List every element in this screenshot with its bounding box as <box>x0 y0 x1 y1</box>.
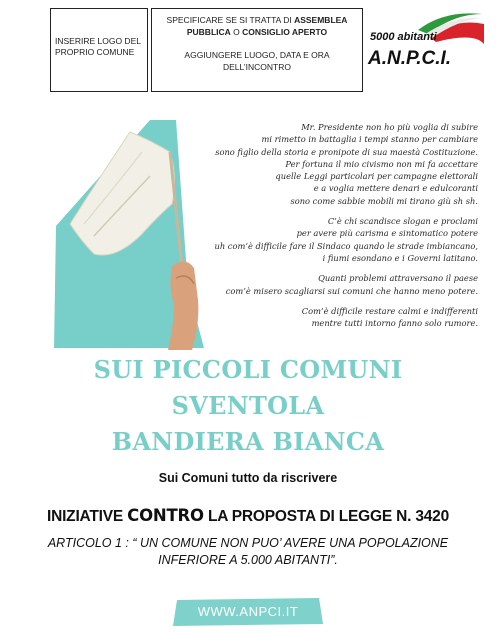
initiative-suffix: LA PROPOSTA DI LEGGE N. 3420 <box>203 508 450 525</box>
poem-line: quelle Leggi particolari per campagne elettorali <box>275 171 478 182</box>
poem-line: mentre tutti intorno fanno solo rumore. <box>311 318 478 329</box>
info-text: O <box>230 27 243 37</box>
logo-name-text: A.N.P.C.I. <box>368 48 452 69</box>
meeting-info-box <box>151 8 363 92</box>
poem-line: i fiumi esondano e i Governi latitano. <box>322 252 478 263</box>
poem-line: per avere più carisma e sintomatico potere <box>296 228 478 239</box>
article-line: INFERIORE A 5.000 ABITANTI”. <box>158 553 338 567</box>
poem-stanza <box>176 272 478 297</box>
article-quote <box>0 535 496 569</box>
poem-line: mi rimetto in battaglia i tempi stanno per cambiare <box>261 134 478 145</box>
info-line-4: DELL’INCONTRO <box>222 62 291 72</box>
poem-stanza <box>176 215 478 264</box>
headline <box>0 352 496 460</box>
info-bold: PUBBLICA <box>186 27 231 37</box>
info-line-3: AGGIUNGERE LUOGO, DATA E ORA <box>184 50 330 60</box>
headline-line: SUI PICCOLI COMUNI <box>93 355 403 384</box>
poem-stanza <box>176 305 478 330</box>
poem-line: sono come sabbie mobili mi tirano giù sh sh. <box>290 195 478 206</box>
logo-placeholder-box <box>50 8 148 92</box>
info-bold: ASSEMBLEA <box>294 15 348 25</box>
headline-line: SVENTOLA <box>171 391 325 420</box>
poem-line: e a voglia mettere denari e edulcoranti <box>313 183 478 194</box>
subtitle: Sui Comuni tutto da riscrivere <box>158 471 338 485</box>
poem-line: Per fortuna il mio civismo non mi fa accettare <box>285 158 478 169</box>
initiative-prefix: INIZIATIVE <box>46 508 128 525</box>
info-line-1 <box>152 14 362 26</box>
logo-top-text: 5000 abitanti <box>370 31 437 43</box>
poem-line: C’è chi scandisce slogan e proclami <box>327 216 478 227</box>
info-bold: CONSIGLIO APERTO <box>242 27 328 37</box>
poem-stanza <box>176 121 478 207</box>
info-text: SPECIFICARE SE SI TRATTA DI <box>166 15 295 25</box>
article-line: ARTICOLO 1 : “ UN COMUNE NON PUO’ AVERE UNA POPOLAZIONE <box>47 536 449 550</box>
poem-line: Com’è difficile restare calmi e indifferenti <box>301 305 478 316</box>
headline-line: BANDIERA BIANCA <box>111 427 385 456</box>
website-link[interactable]: WWW.ANPCI.IT <box>197 604 299 619</box>
poem-line: uh com’è difficile fare il Sindaco quando le strade imbiancano, <box>214 240 478 251</box>
logo-placeholder-line: PROPRIO COMUNE <box>55 47 135 57</box>
poem-text <box>176 121 478 337</box>
info-line-2 <box>152 26 362 38</box>
anpci-logo <box>366 8 486 78</box>
initiative-title <box>0 506 496 526</box>
poem-line: com’è misero scagliarsi sui comuni che hanno meno potere. <box>225 285 478 296</box>
initiative-highlight: CONTRO <box>127 506 204 525</box>
poem-line: sono figlio della storia e pronipote di sua maestà Costituzione. <box>215 146 478 157</box>
poem-line: Mr. Presidente non ho più voglia di subire <box>301 122 478 132</box>
poem-line: Quanti problemi attraversano il paese <box>318 273 478 284</box>
logo-placeholder-line: INSERIRE LOGO DEL <box>55 36 141 46</box>
